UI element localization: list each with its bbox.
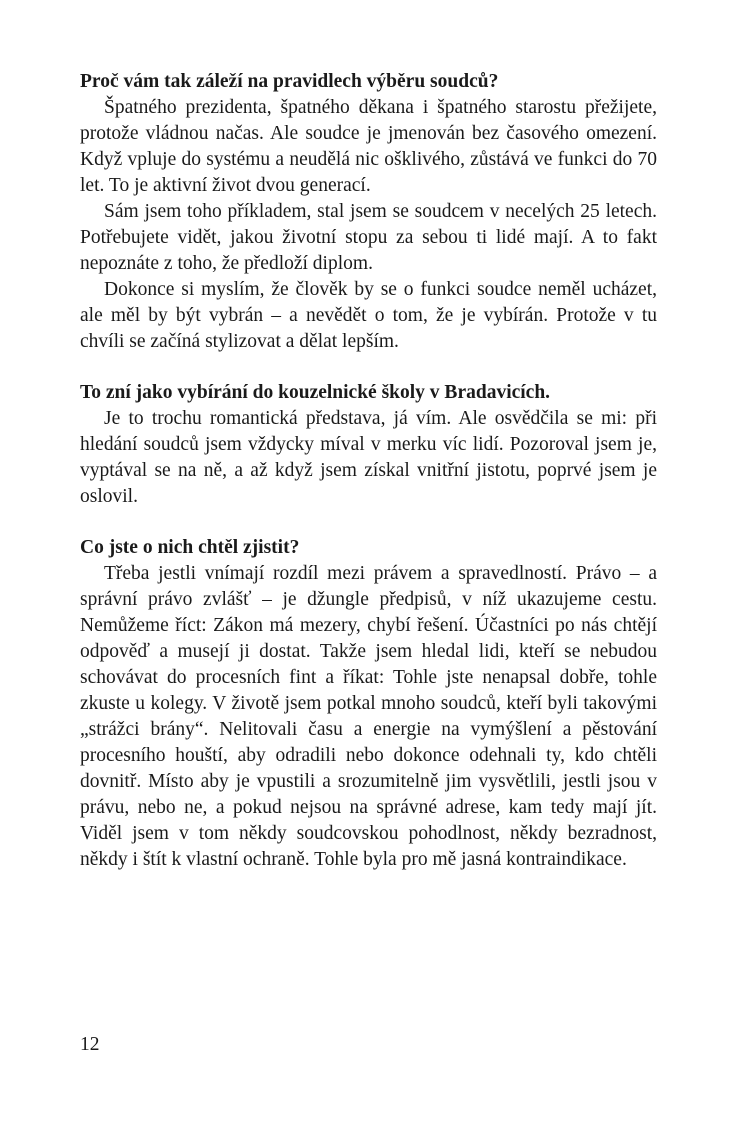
interview-question: To zní jako vybírání do kouzelnické školy v Bradavicích. [80,382,551,403]
page-body [80,69,657,873]
qa-section-2 [80,380,657,510]
interview-question: Proč vám tak záleží na pravidlech výběru soudců? [80,71,499,92]
answer-paragraph: Dokonce si myslím, že člověk by se o funkci soudce neměl ucházet, ale měl by být vybrán – a nevědět o tom, že je vybírán. Protože v tu chvíli se začíná stylizovat a dělat lepším. [80,279,657,352]
interview-question: Co jste o nich chtěl zjistit? [80,537,300,558]
page-number: 12 [80,1034,100,1055]
qa-section-1 [80,69,657,355]
answer-paragraph: Třeba jestli vnímají rozdíl mezi právem a spravedlností. Právo – a správní právo zvlášť – je džungle předpisů, v níž ukazujeme cestu. Nemůžeme říct: Zákon má mezery, chybí řešení. Účastníci po nás chtějí odpověď a musejí ji dostat. Takže jsem hledal lidi, kteří se nebudou schovávat do procesních fint a říkat: Tohle jste nenapsal dobře, tohle zkuste u kolegy. V životě jsem potkal mnoho soudců, kteří byli takovými „strážci brány“. Nelitovali času a energie na vymýšlení a pěstování procesního houští, aby odradili nebo dokonce odehnali ty, kdo chtěli dovnitř. Místo aby je vpustili a srozumitelně jim vysvětlili, jestli jsou v právu, nebo ne, a pokud nejsou na správné adrese, kam tedy mají jít. Viděl jsem v tom někdy soudcovskou pohodlnost, někdy bezradnost, někdy i štít k vlastní ochraně. Tohle byla pro mě jasná kontraindikace. [80,563,657,870]
qa-section-3 [80,535,657,873]
answer-paragraph: Sám jsem toho příkladem, stal jsem se soudcem v necelých 25 letech. Potřebujete vidět, jakou životní stopu za sebou ti lidé mají. A to fakt nepoznáte z toho, že předloží diplom. [80,201,657,274]
answer-paragraph: Je to trochu romantická představa, já vím. Ale osvědčila se mi: při hledání soudců jsem vždycky míval v merku víc lidí. Pozoroval jsem je, vyptával se na ně, a až když jsem získal vnitřní jistotu, poprvé jsem je oslovil. [80,408,657,507]
answer-paragraph: Špatného prezidenta, špatného děkana i špatného starostu přežijete, protože vládnou načas. Ale soudce je jmenován bez časového omezení. Když vpluje do systému a neudělá nic ošklivého, zůstává ve funkci do 70 let. To je aktivní život dvou generací. [80,97,657,196]
